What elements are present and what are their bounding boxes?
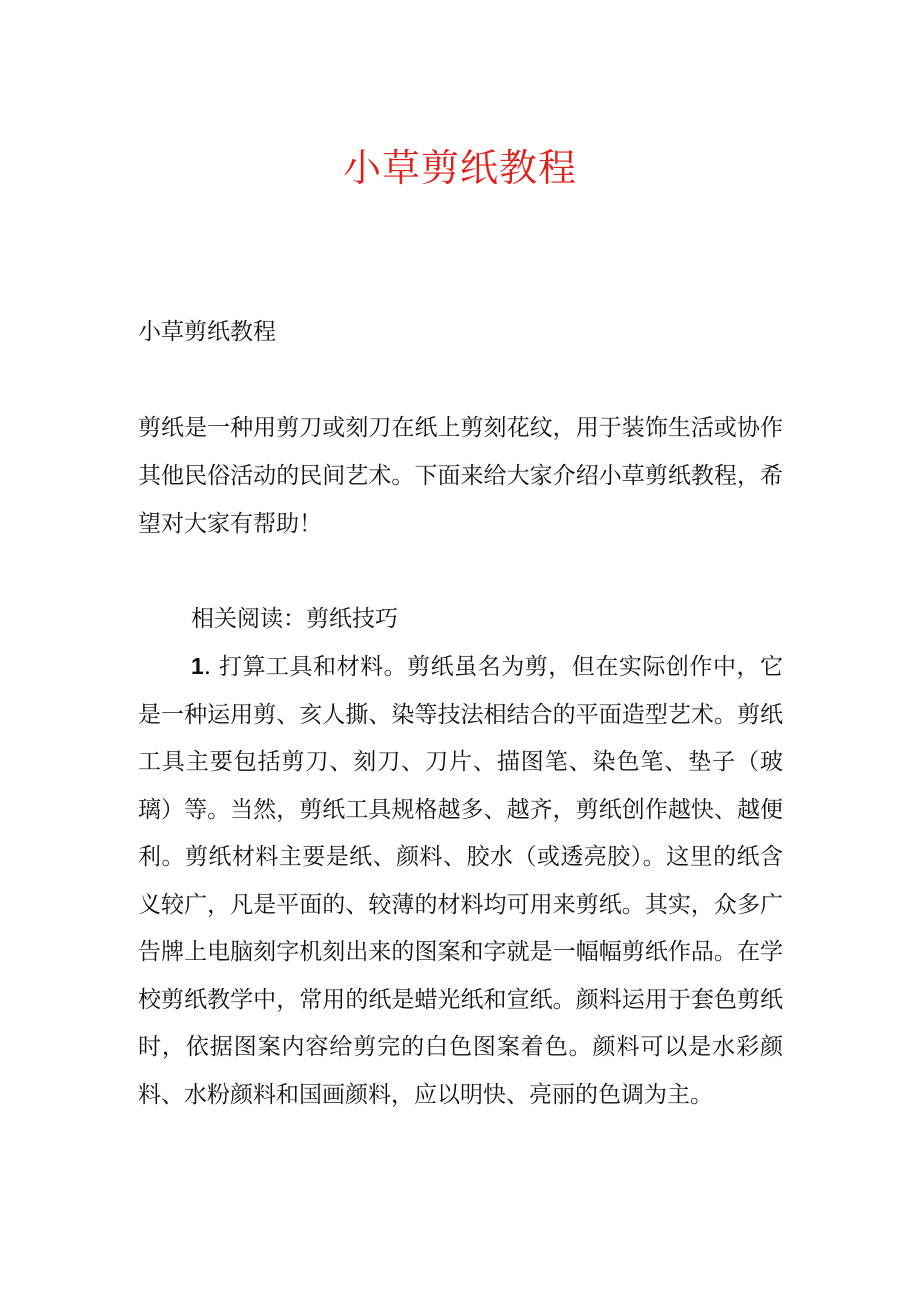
item-number: 1 xyxy=(191,653,204,679)
document-title: 小草剪纸教程 xyxy=(342,146,577,190)
item-text: . 打算工具和材料。剪纸虽名为剪，但在实际创作中，它是一种运用剪、亥人撕、染等技法相结合的平面造型艺术。剪纸工具主要包括剪刀、刻刀、刀片、描图笔、染色笔、垫子（玻璃）等。当然，剪纸工具规格越多、越齐，剪纸创作越快、越便利。剪纸材料主要是纸、颜料、胶水（或透亮胶）。这里的纸含义较广，凡是平面的、较薄的材料均可用来剪纸。其实，众多广告牌上电脑刻字机刻出来的图案和字就是一幅幅剪纸作品。在学校剪纸教学中，常用的纸是蜡光纸和宣纸。颜料运用于套色剪纸时，依据图案内容给剪完的白色图案着色。颜料可以是水彩颜料、水粉颜料和国画颜料，应以明快、亮丽的色调为主。 xyxy=(138,654,783,1108)
related-reading: 相关阅读：剪纸技巧 xyxy=(191,606,398,632)
intro-paragraph: 剪纸是一种用剪刀或刻刀在纸上剪刻花纹，用于装饰生活或协作其他民俗活动的民间艺术。下面来给大家介绍小草剪纸教程，希望对大家有帮助！ xyxy=(138,415,783,537)
item-paragraph xyxy=(138,643,783,1119)
document-subtitle: 小草剪纸教程 xyxy=(138,319,276,345)
